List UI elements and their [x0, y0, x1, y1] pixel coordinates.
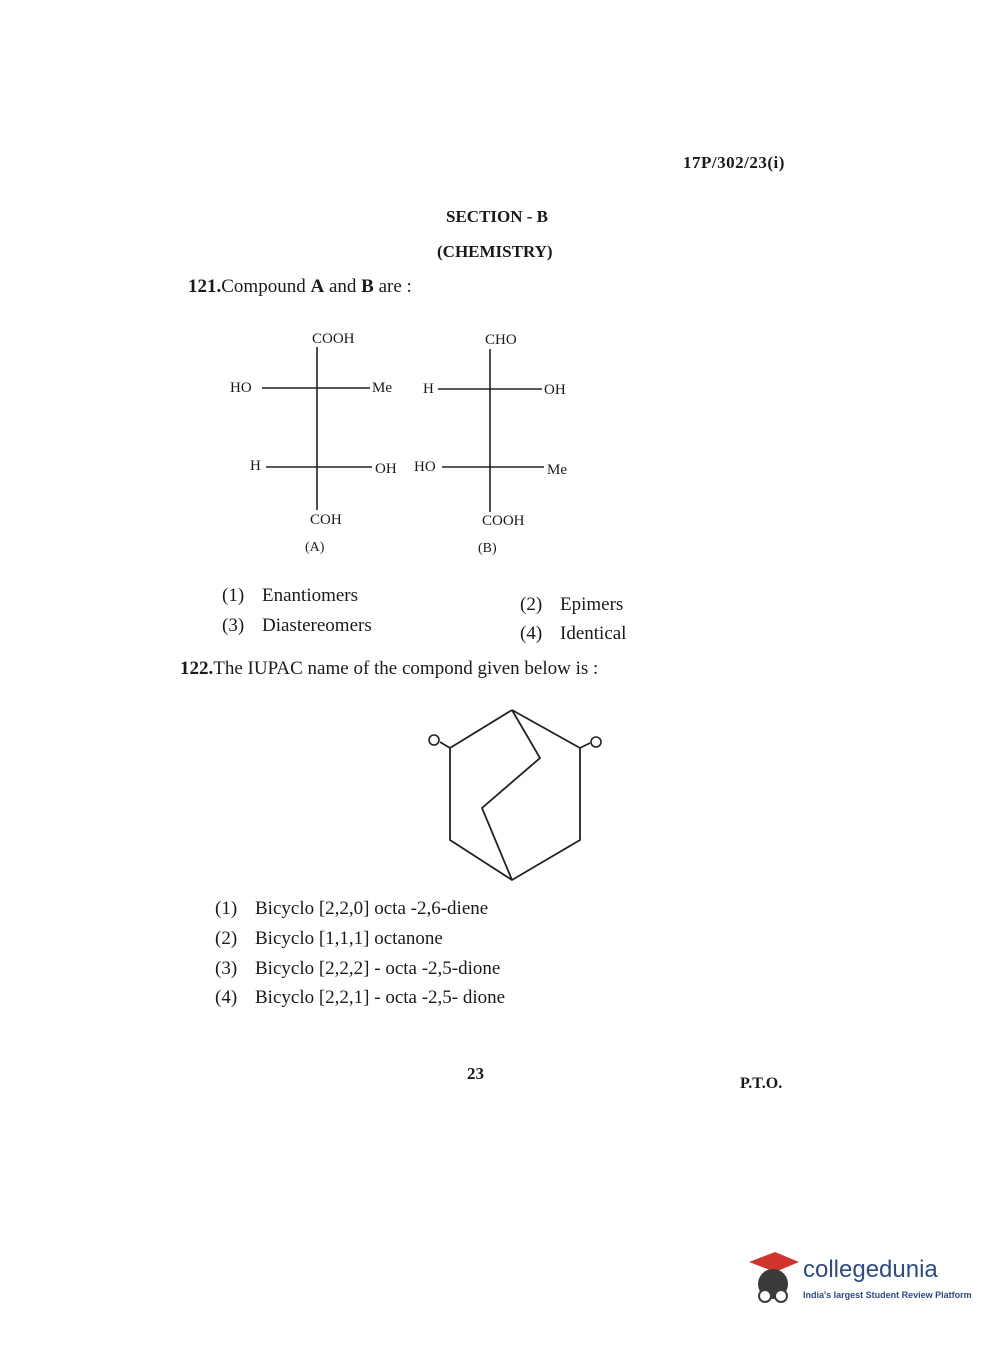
- q122-option-4[interactable]: [215, 987, 505, 1009]
- fischer-b-top-group: CHO: [485, 332, 517, 348]
- fischer-b-label: (B): [478, 541, 497, 556]
- q121-option-2[interactable]: [520, 594, 623, 616]
- collegedunia-watermark[interactable]: [745, 1250, 970, 1310]
- option-text: Epimers: [560, 594, 624, 615]
- bicyclo-structure: [420, 700, 620, 890]
- fischer-projection-a: [220, 325, 397, 565]
- fischer-a-top-group: COOH: [312, 331, 355, 347]
- q121-option-3[interactable]: [222, 615, 372, 637]
- section-subject: (CHEMISTRY): [437, 242, 553, 261]
- q122-option-2[interactable]: [215, 928, 443, 950]
- collegedunia-mascot-icon: [745, 1250, 801, 1310]
- option-text: Bicyclo [2,2,1] - octa -2,5- dione: [255, 987, 506, 1008]
- paper-code: 17P/302/23(i): [683, 153, 785, 172]
- collegedunia-brand: collegedunia: [803, 1256, 938, 1283]
- option-text: Enantiomers: [262, 585, 359, 606]
- bicyclo-structure-lines: [420, 700, 620, 890]
- option-text: Diastereomers: [262, 615, 372, 636]
- carbonyl-o-left: [434, 740, 435, 741]
- fischer-a-lines: [220, 325, 390, 565]
- q121-option-4[interactable]: [520, 623, 626, 645]
- section-title: SECTION - B: [446, 207, 549, 226]
- q122-question: [180, 658, 598, 680]
- q121-text-part: are :: [373, 276, 412, 297]
- option-text: Bicyclo [1,1,1] octanone: [255, 928, 443, 949]
- q121-text-part: and: [324, 276, 362, 297]
- q121-option-1[interactable]: [222, 585, 358, 607]
- q122-text: The IUPAC name of the compond given below is :: [213, 658, 599, 679]
- fischer-b-r2-right: Me: [547, 462, 567, 478]
- fischer-a-r1-left: HO: [230, 380, 252, 396]
- fischer-a-bottom-group: COH: [310, 512, 342, 528]
- option-number: (1): [222, 585, 245, 606]
- q122-number: 122.: [180, 658, 214, 679]
- option-number: (3): [222, 615, 245, 636]
- q121-question: [188, 276, 412, 298]
- option-number: (2): [215, 928, 238, 949]
- fischer-b-r1-left: H: [423, 381, 434, 397]
- option-number: (4): [520, 623, 543, 644]
- carbonyl-o-right: [596, 742, 597, 743]
- q122-option-3[interactable]: [215, 958, 500, 980]
- fischer-projection-b: [412, 327, 592, 567]
- fischer-a-r2-right: OH: [375, 461, 397, 477]
- q121-compound-b: B: [361, 276, 374, 297]
- collegedunia-tagline: India's largest Student Review Platform: [803, 1290, 972, 1300]
- option-number: (2): [520, 594, 543, 615]
- fischer-b-r2-left: HO: [414, 459, 436, 475]
- q121-text-part: Compound: [221, 276, 311, 297]
- option-text: Identical: [560, 623, 627, 644]
- q121-number: 121.: [188, 276, 222, 297]
- option-text: Bicyclo [2,2,2] - octa -2,5-dione: [255, 958, 501, 979]
- option-text: Bicyclo [2,2,0] octa -2,6-diene: [255, 898, 489, 919]
- option-number: (3): [215, 958, 238, 979]
- q122-option-1[interactable]: [215, 898, 488, 920]
- fischer-a-r2-left: H: [250, 458, 261, 474]
- fischer-b-lines: [412, 327, 592, 567]
- q121-compound-a: A: [310, 276, 325, 297]
- option-number: (4): [215, 987, 238, 1008]
- fischer-a-label: (A): [305, 540, 325, 555]
- option-number: (1): [215, 898, 238, 919]
- fischer-b-r1-right: OH: [544, 382, 566, 398]
- page-number: 23: [467, 1064, 484, 1083]
- fischer-a-r1-right: Me: [372, 380, 392, 396]
- fischer-b-bottom-group: COOH: [482, 513, 525, 529]
- pto-label: P.T.O.: [740, 1075, 783, 1092]
